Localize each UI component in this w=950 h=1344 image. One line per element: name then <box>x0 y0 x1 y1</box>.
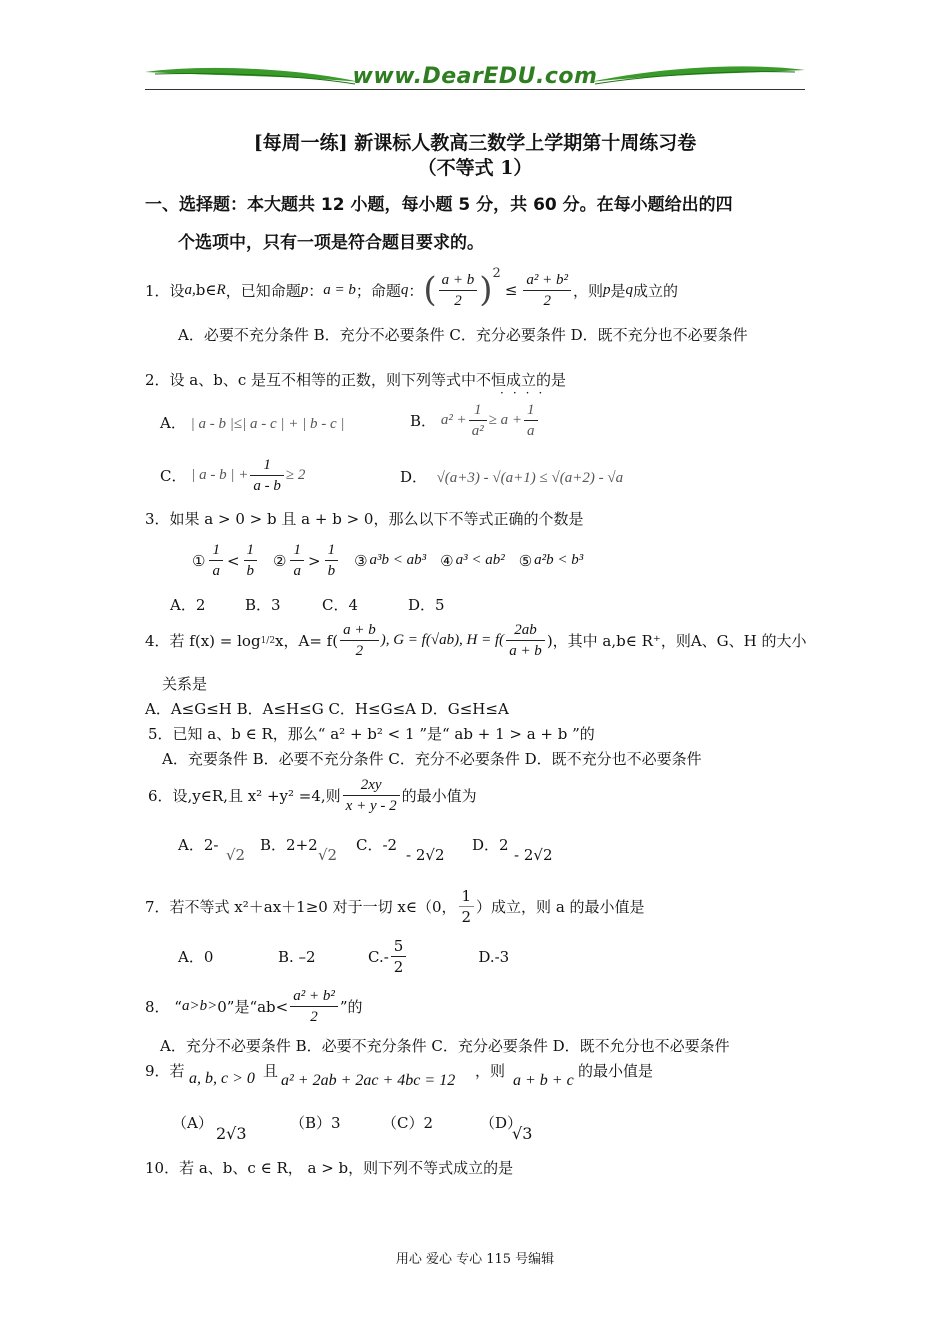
question-3-option-c: C．4 <box>322 596 359 614</box>
question-7-stem: 7．若不等式 x²＋ax＋1≥0 对于一切 x∈（0， $\frac{1}{2}$ ）成立，则 a 的最小值是 <box>145 887 645 926</box>
question-2-stem: 2．设 a、b、c 是互不相等的正数，则下列等式中不恒成立的是 <box>145 371 567 389</box>
question-5-stem: 5．已知 a、b ∈ R，那么“ a² + b² < 1 ”是“ ab + 1 > a + b ”的 <box>148 725 595 743</box>
question-2-emphasis-dots: ···· <box>500 386 552 400</box>
leaf-swoosh-right-icon <box>585 62 805 92</box>
question-9-options: （A） 2√3 （B）3 （C）2 （D） √3 <box>172 1114 533 1143</box>
question-2-option-d: D． √(a+3) - √(a+1) ≤ √(a+2) - √a <box>400 468 624 486</box>
question-6-options: A．2- √2 B．2+2 √2 C．-2 - 2√2 D．2 - 2√2 <box>178 836 553 864</box>
question-6-stem: 6．设,y∈R,且 x² +y² =4,则 $\frac{2xy}{x + y - 2}$ 的最小值为 <box>148 777 477 814</box>
page-title: [每周一练] 新课标人教高三数学上学期第十周练习卷 <box>253 132 697 154</box>
question-4-stem-continued: 关系是 <box>162 675 208 693</box>
page-footer: 用心 爱心 专心 115 号编辑 <box>395 1252 555 1267</box>
question-3-stem: 3．如果 a > 0 > b 且 a + b > 0，那么以下不等式正确的个数是 <box>145 510 584 528</box>
question-3-option-a: A．2 <box>170 596 206 614</box>
question-8-options: A．充分不必要条件 B．必要不充分条件 C．充分必要条件 D．既不允分也不必要条件 <box>160 1037 730 1055</box>
section-instructions-line1: 一、选择题：本大题共 12 小题，每小题 5 分，共 60 分。在每小题给出的四 <box>145 195 733 215</box>
leaf-swoosh-left-icon <box>145 62 365 92</box>
question-1-options: A．必要不充分条件 B．充分不必要条件 C．充分必要条件 D．既不充分也不必要条件 <box>178 326 748 344</box>
page-subtitle: （不等式 1） <box>417 157 533 179</box>
header-rule <box>145 89 805 90</box>
question-3-statements: ① $\frac{1}{a}$ < $\frac{1}{b}$ ② $\frac{1}{a}$ > $\frac{1}{b}$ ③ a³b < ab³ ④ a³ < ab² ⑤ a²b < b³ <box>192 542 584 579</box>
question-3-option-d: D．5 <box>408 596 445 614</box>
question-2-option-b: B． a² + $\frac{1}{\text{a²}}$ ≥ a + $\frac{1}{a}$ <box>410 400 540 441</box>
question-1-stem: 1．设 a, b∈ R ，已知命题 p ： a = b ；命题 q ： ( $\frac{a + b}{2}$ ) 2 ≤ $\frac{\text{a² + b²}}{2}$ ，则 p 是 q 成立的 <box>145 266 679 310</box>
header-banner <box>145 62 805 92</box>
question-2-option-c: C． | a - b | + $\frac{1}{a - b}$ ≥ 2 <box>160 457 306 494</box>
question-2-option-a: A． | a - b |≤| a - c | + | b - c | <box>160 414 345 432</box>
question-8-stem: 8． “ a>b> 0”是“ab< $\frac{\text{a² + b²}}{2}$ ”的 <box>145 988 363 1025</box>
site-logo: www.DearEDU.com <box>352 64 598 89</box>
question-10-stem: 10．若 a、b、c ∈ R， a > b，则下列不等式成立的是 <box>145 1159 514 1177</box>
question-5-options: A．充要条件 B．必要不充分条件 C．充分不必要条件 D．既不充分也不必要条件 <box>162 750 702 768</box>
question-4-options: A．A≤G≤H B．A≤H≤G C．H≤G≤A D．G≤H≤A <box>145 700 509 718</box>
question-7-options: A．0 B. –2 C.- $\frac{5}{2}$ D.-3 <box>178 937 510 976</box>
section-instructions-line2: 个选项中，只有一项是符合题目要求的。 <box>178 233 484 253</box>
question-9-stem: 9．若 a, b, c > 0 且 a² + 2ab + 2ac + 4bc = 12 ，则 a + b + c 的最小值是 <box>145 1062 654 1089</box>
question-4-stem: 4．若 f(x) = log 1/2 x，A= f( $\frac{a + b}{2}$ ), G = f(√ab), H = f( $\frac{2ab}{a + b}$ )，其中 a,b∈ R⁺，则A、G、H 的大小 <box>145 622 807 659</box>
question-3-option-b: B．3 <box>245 596 281 614</box>
